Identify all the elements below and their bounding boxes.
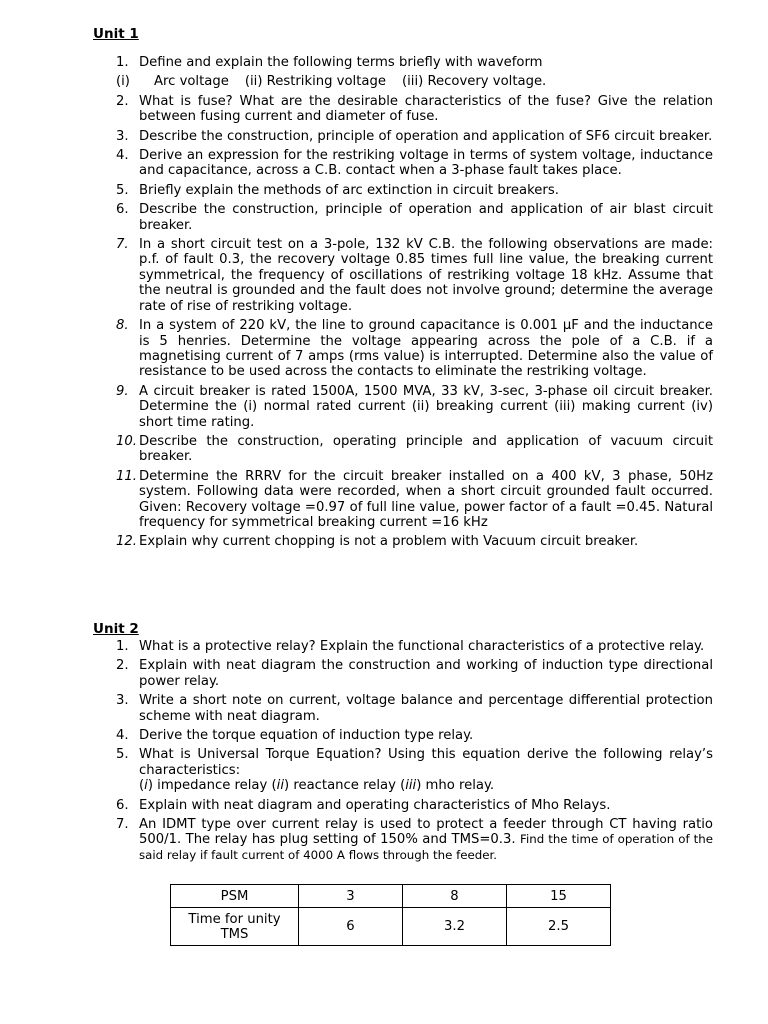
question-number: 8. [116, 318, 129, 334]
list-item [116, 817, 713, 863]
table-header-cell: PSM [171, 885, 299, 908]
list-item [116, 658, 713, 689]
relay-reactance: ) reactance relay ( [284, 778, 406, 794]
list-item [116, 183, 713, 198]
question-number: 2. [116, 93, 129, 109]
question-number: 6. [116, 797, 129, 813]
question-text: Write a short note on current, voltage balance and percentage differential protection scheme with neat diagram. [139, 693, 713, 724]
question-text: Derive the torque equation of induction type relay. [139, 728, 474, 744]
question-text-line [139, 778, 713, 793]
list-item [116, 639, 713, 654]
table-cell: 6 [299, 908, 403, 946]
list-item [116, 74, 713, 89]
question-number: 9. [116, 383, 129, 399]
list-item [116, 55, 713, 70]
question-text: What is a protective relay? Explain the functional characteristics of a protective relay. [139, 639, 705, 654]
question-number: 4. [116, 148, 129, 164]
question-text: Briefly explain the methods of arc extinction in circuit breakers. [139, 182, 559, 198]
table-cell: 15 [507, 885, 611, 908]
roman-numeral: i [144, 778, 148, 794]
sub-item-number: (i) [116, 74, 130, 90]
question-number: 7. [116, 817, 129, 833]
table-header-cell: Time for unity TMS [171, 908, 299, 946]
relay-impedance: ) impedance relay ( [147, 778, 277, 794]
question-text: What is fuse? What are the desirable characteristics of the fuse? Give the relation between fusing current and diameter of fuse. [139, 93, 713, 125]
list-item [116, 728, 713, 743]
sub-item-restriking-voltage: (ii) Restriking voltage [244, 74, 386, 90]
question-number: 12. [116, 534, 137, 550]
question-number: 2. [116, 658, 129, 674]
question-text: Determine the RRRV for the circuit breaker installed on a 400 kV, 3 phase, 50Hz system. Following data were recorded, when a short circuit grounded fault occurred. Given: Recovery voltage =0.97 of full line value, power factor of a fault =0.45. Natural frequency for symmetrical breaking current =16 kHz [139, 468, 713, 530]
list-item [116, 747, 713, 793]
list-item [116, 384, 713, 430]
table-row [171, 908, 611, 946]
question-number: 3. [116, 128, 129, 144]
list-item [116, 237, 713, 314]
question-text: In a short circuit test on a 3-pole, 132 kV C.B. the following observations are made: p.f. of fault 0.3, the recovery voltage 0.85 times full line value, the breaking current symmetrical, the frequency of oscillations of restriking voltage 18 kHz. Assume that the neutral is grounded and the fault does not involve ground; determine the average rate of rise of restriking voltage. [139, 237, 713, 314]
question-text: Define and explain the following terms briefly with waveform [139, 55, 543, 70]
unit-1-question-list [116, 55, 713, 550]
question-number: 1. [116, 639, 129, 654]
list-item [116, 318, 713, 380]
sub-item-recovery-voltage: (iii) Recovery voltage. [401, 74, 547, 90]
list-item [116, 202, 713, 233]
question-number: 7. [116, 237, 129, 253]
list-item [116, 434, 713, 465]
paren: ( [139, 778, 145, 794]
list-item [116, 469, 713, 531]
unit-2-title: Unit 2 [93, 621, 139, 637]
roman-numeral: ii [276, 778, 284, 794]
list-item [116, 798, 713, 813]
relay-mho: ) mho relay. [416, 778, 495, 794]
roman-numeral: iii [405, 778, 417, 794]
table-cell: 3 [299, 885, 403, 908]
question-text-line [139, 747, 713, 778]
table-cell: 3.2 [403, 908, 507, 946]
question-number: 5. [116, 182, 129, 198]
question-text: Describe the construction, principle of operation and application of SF6 circuit breaker. [139, 128, 713, 144]
list-item [116, 534, 713, 549]
question-number: 1. [116, 55, 129, 70]
question-text: A circuit breaker is rated 1500A, 1500 MVA, 33 kV, 3-sec, 3-phase oil circuit breaker. Determine the (i) normal rated current (ii) breaking current (iii) making current (iv) short time rating. [139, 383, 713, 430]
list-item [116, 693, 713, 724]
question-number: 3. [116, 693, 129, 709]
list-item [116, 148, 713, 179]
question-text: Explain why current chopping is not a problem with Vacuum circuit breaker. [139, 534, 639, 550]
question-text: An IDMT type over current relay is used to protect a feeder through CT having ratio 500/1. The relay has plug setting of 150% and TMS=0.3. [139, 817, 713, 848]
question-number: 5. [116, 747, 129, 763]
question-text: Describe the construction, principle of operation and application of air blast circuit breaker. [139, 202, 713, 233]
question-number: 6. [116, 202, 129, 218]
question-text-part: What is Universal Torque Equation? Using this equation derive the following relay’s [139, 747, 713, 763]
question-text-small: Find the time of operation of the said relay if fault current of 4000 A flows through the feeder. [139, 832, 713, 862]
list-item [116, 94, 713, 125]
table-row [171, 885, 611, 908]
question-number: 4. [116, 728, 129, 744]
question-text: In a system of 220 kV, the line to ground capacitance is 0.001 μF and the inductance is 5 henries. Determine the voltage appearing across the pole of a C.B. if a magnetising current of 7 amps (rms value) is interrupted. Determine also the value of resistance to be used across the contacts to eliminate the restriking voltage. [139, 318, 713, 380]
question-text: Describe the construction, operating principle and application of vacuum circuit breaker. [139, 433, 713, 465]
unit-1-title: Unit 1 [93, 26, 139, 42]
unit-2-question-list [116, 639, 713, 863]
table-cell: 8 [403, 885, 507, 908]
question-text [139, 747, 713, 793]
question-text: Explain with neat diagram and operating characteristics of Mho Relays. [139, 797, 611, 813]
question-text: Derive an expression for the restriking voltage in terms of system voltage, inductance and capacitance, across a C.B. contact when a 3-phase fault takes place. [139, 148, 713, 179]
table-cell: 2.5 [507, 908, 611, 946]
psm-table [170, 884, 611, 946]
question-text-part: characteristics: [139, 762, 241, 778]
question-text: Explain with neat diagram the construction and working of induction type directional power relay. [139, 658, 713, 689]
question-number: 11. [116, 468, 137, 484]
sub-item-arc-voltage: Arc voltage [153, 74, 229, 90]
list-item [116, 129, 713, 144]
question-number: 10. [116, 433, 137, 449]
